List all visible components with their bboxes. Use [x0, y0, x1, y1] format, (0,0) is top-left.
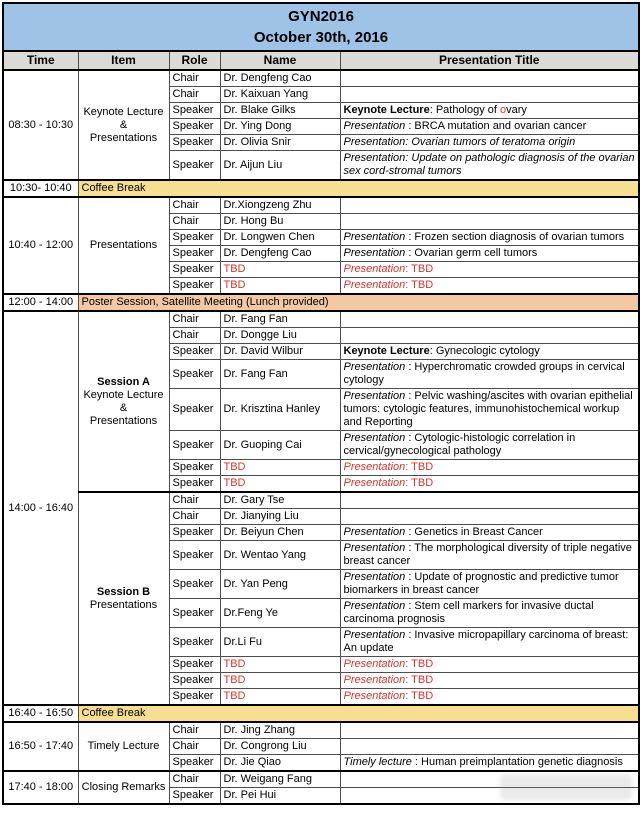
col-header-name: Name	[220, 51, 340, 70]
time-cell: 10:30- 10:40	[3, 180, 78, 197]
name-cell: Dr. Gary Tse	[220, 492, 340, 509]
poster-session-row	[3, 294, 639, 311]
role-cell: Speaker	[169, 525, 220, 541]
name-cell: Dr. Blake Gilks	[220, 103, 340, 119]
name-cell: TBD	[220, 262, 340, 278]
presentation-text: : The morphological diversity of triple negative breast cancer	[343, 542, 632, 567]
title-cell	[340, 278, 639, 295]
name-cell: Dr. Aijun Liu	[220, 151, 340, 181]
title-cell: Presentation: Update on pathologic diagnosis of the ovarian sex cord-stromal tumors	[340, 151, 639, 181]
coffee-break-row	[3, 705, 639, 722]
item-cell	[78, 311, 169, 492]
role-cell: Speaker	[169, 541, 220, 570]
item-line: Presentations	[89, 414, 158, 427]
role-cell: Chair	[169, 311, 220, 328]
role-cell: Chair	[169, 214, 220, 230]
title-cell	[340, 70, 639, 87]
presentation-text: : Ovarian germ cell tumors	[405, 247, 538, 259]
time-cell: 08:30 - 10:30	[3, 70, 78, 180]
break-label: Coffee Break	[78, 180, 639, 197]
presentation-label: Presentation	[343, 674, 406, 686]
title-cell	[340, 214, 639, 230]
role-cell: Speaker	[169, 103, 220, 119]
presentation-text: : TBD	[405, 674, 434, 686]
presentation-text: : Hyperchromatic crowded groups in cervical cytology	[343, 361, 625, 386]
presentation-text: : TBD	[405, 263, 434, 275]
presentation-label: Presentation	[343, 477, 406, 489]
role-cell: Speaker	[169, 119, 220, 135]
title-cell	[340, 389, 639, 431]
title-cell	[340, 246, 639, 262]
role-cell: Speaker	[169, 476, 220, 493]
title-cell	[340, 599, 639, 628]
title-cell	[340, 328, 639, 344]
role-cell: Speaker	[169, 599, 220, 628]
name-cell: Dr. Guoping Cai	[220, 431, 340, 460]
presentation-label: Presentation	[343, 571, 406, 583]
presentation-text: : Genetics in Breast Cancer	[405, 526, 543, 538]
table-row	[3, 722, 639, 739]
presentation-label: Presentation	[343, 263, 406, 275]
name-cell: Dr. Jie Qiao	[220, 755, 340, 772]
name-cell: Dr. Jing Zhang	[220, 722, 340, 739]
col-header-item: Item	[78, 51, 169, 70]
conference-schedule-table	[2, 2, 640, 805]
presentation-text: o	[500, 104, 507, 116]
title-cell	[340, 541, 639, 570]
role-cell: Speaker	[169, 344, 220, 360]
role-cell: Chair	[169, 87, 220, 103]
presentation-label: Presentation	[343, 231, 406, 243]
name-cell: TBD	[220, 657, 340, 673]
role-cell: Chair	[169, 739, 220, 755]
name-cell: Dr. Beiyun Chen	[220, 525, 340, 541]
name-cell: TBD	[220, 476, 340, 493]
title-cell	[340, 230, 639, 246]
presentation-label: Presentation	[343, 120, 406, 132]
item-line: Presentations	[89, 131, 158, 144]
role-cell: Speaker	[169, 230, 220, 246]
presentation-label: Keynote Lecture	[343, 104, 430, 116]
role-cell: Chair	[169, 197, 220, 214]
name-cell: Dr.Feng Ye	[220, 599, 340, 628]
table-row	[3, 197, 639, 214]
presentation-text: : Invasive micropapillary carcinoma of breast: An update	[343, 629, 629, 654]
name-cell: TBD	[220, 673, 340, 689]
presentation-text: : Update of prognostic and predictive tumor biomarkers in breast cancer	[343, 571, 619, 596]
item-cell: Timely Lecture	[78, 722, 169, 771]
presentation-label: Presentation	[343, 432, 406, 444]
presentation-text: : TBD	[405, 477, 434, 489]
name-cell: Dr. David Wilbur	[220, 344, 340, 360]
name-cell: TBD	[220, 689, 340, 706]
time-cell: 10:40 - 12:00	[3, 197, 78, 294]
role-cell: Speaker	[169, 278, 220, 295]
presentation-text: : Human preimplantation genetic diagnosis	[411, 756, 623, 768]
title-cell	[340, 788, 639, 805]
conference-name: GYN2016	[288, 8, 354, 25]
presentation-text: vary	[506, 104, 527, 116]
session-name: Session B	[96, 585, 151, 598]
role-cell: Chair	[169, 509, 220, 525]
title-cell	[340, 460, 639, 476]
item-line: &	[119, 118, 128, 131]
poster-session-label: Poster Session, Satellite Meeting (Lunch provided)	[78, 294, 639, 311]
title-cell	[340, 570, 639, 599]
presentation-text: : Pathology of	[429, 104, 501, 116]
conference-title	[3, 3, 639, 51]
title-cell	[340, 525, 639, 541]
title-cell	[340, 628, 639, 657]
item-cell	[78, 492, 169, 705]
item-line: &	[119, 401, 128, 414]
role-cell: Chair	[169, 70, 220, 87]
title-cell	[340, 509, 639, 525]
col-header-role: Role	[169, 51, 220, 70]
title-cell	[340, 657, 639, 673]
title-cell	[340, 771, 639, 788]
title-cell	[340, 739, 639, 755]
name-cell: Dr. Wentao Yang	[220, 541, 340, 570]
item-cell	[78, 70, 169, 180]
name-cell: Dr. Jianying Liu	[220, 509, 340, 525]
role-cell: Speaker	[169, 755, 220, 772]
presentation-label: Keynote Lecture	[343, 345, 430, 357]
title-cell	[340, 431, 639, 460]
title-cell: Presentation: Ovarian tumors of teratoma origin	[340, 135, 639, 151]
presentation-text: : BRCA mutation and ovarian cancer	[405, 120, 587, 132]
coffee-break-row	[3, 180, 639, 197]
item-line: Presentations	[89, 598, 158, 611]
time-cell: 16:40 - 16:50	[3, 705, 78, 722]
role-cell: Speaker	[169, 570, 220, 599]
role-cell: Chair	[169, 328, 220, 344]
title-row	[3, 3, 639, 51]
name-cell: Dr. Ying Dong	[220, 119, 340, 135]
name-cell: Dr. Pei Hui	[220, 788, 340, 805]
presentation-text: : Pelvic washing/ascites with ovarian epithelial tumors: cytologic features, immunohistochemical workup and Reporting	[343, 390, 633, 428]
title-cell	[340, 197, 639, 214]
name-cell: Dr. Congrong Liu	[220, 739, 340, 755]
name-cell: Dr. Krisztina Hanley	[220, 389, 340, 431]
presentation-label: Presentation	[343, 390, 406, 402]
title-cell	[340, 87, 639, 103]
presentation-label: Presentation	[343, 600, 406, 612]
name-cell: Dr.Xiongzeng Zhu	[220, 197, 340, 214]
presentation-label: Presentation	[343, 658, 406, 670]
role-cell: Speaker	[169, 628, 220, 657]
item-line: Keynote Lecture	[83, 105, 164, 118]
name-cell: Dr. Kaixuan Yang	[220, 87, 340, 103]
presentation-text: : TBD	[405, 690, 434, 702]
title-cell	[340, 755, 639, 772]
session-name: Session A	[97, 375, 150, 388]
title-cell	[340, 103, 639, 119]
title-cell	[340, 360, 639, 389]
item-cell: Presentations	[78, 197, 169, 294]
name-cell: Dr. Fang Fan	[220, 311, 340, 328]
presentation-label: Presentation	[343, 542, 406, 554]
name-cell: Dr. Yan Peng	[220, 570, 340, 599]
role-cell: Speaker	[169, 389, 220, 431]
break-label: Coffee Break	[78, 705, 639, 722]
item-line: Keynote Lecture	[83, 388, 164, 401]
presentation-text: : TBD	[405, 279, 434, 291]
title-cell	[340, 262, 639, 278]
title-cell	[340, 673, 639, 689]
name-cell: Dr. Weigang Fang	[220, 771, 340, 788]
time-cell: 17:40 - 18:00	[3, 771, 78, 804]
name-cell: TBD	[220, 460, 340, 476]
presentation-label: Timely lecture	[343, 756, 412, 768]
presentation-label: Presentation	[343, 526, 406, 538]
role-cell: Speaker	[169, 246, 220, 262]
role-cell: Speaker	[169, 657, 220, 673]
title-cell	[340, 492, 639, 509]
title-cell	[340, 476, 639, 493]
presentation-label: Presentation	[343, 279, 406, 291]
presentation-label: Presentation	[343, 629, 406, 641]
role-cell: Chair	[169, 722, 220, 739]
presentation-label: Presentation	[343, 690, 406, 702]
name-cell: TBD	[220, 278, 340, 295]
title-cell	[340, 344, 639, 360]
role-cell: Speaker	[169, 788, 220, 805]
presentation-text: : Gynecologic cytology	[429, 345, 540, 357]
presentation-text: : TBD	[405, 658, 434, 670]
name-cell: Dr. Hong Bu	[220, 214, 340, 230]
col-header-time: Time	[3, 51, 78, 70]
role-cell: Speaker	[169, 689, 220, 706]
conference-date: October 30th, 2016	[253, 29, 389, 46]
role-cell: Speaker	[169, 460, 220, 476]
presentation-text: : Frozen section diagnosis of ovarian tumors	[405, 231, 625, 243]
column-header-row	[3, 51, 639, 70]
presentation-text: : Cytologic-histologic correlation in cervical/gynecological pathology	[343, 432, 576, 457]
name-cell: Dr. Dongge Liu	[220, 328, 340, 344]
item-cell: Closing Remarks	[78, 771, 169, 804]
table-row	[3, 771, 639, 788]
presentation-text: : TBD	[405, 461, 434, 473]
title-cell	[340, 722, 639, 739]
time-cell: 16:50 - 17:40	[3, 722, 78, 771]
role-cell: Speaker	[169, 135, 220, 151]
title-cell	[340, 119, 639, 135]
table-row	[3, 311, 639, 328]
presentation-label: Presentation	[343, 247, 406, 259]
presentation-label: Presentation	[343, 361, 406, 373]
col-header-presentation-title: Presentation Title	[340, 51, 639, 70]
role-cell: Speaker	[169, 673, 220, 689]
role-cell: Speaker	[169, 360, 220, 389]
name-cell: Dr. Longwen Chen	[220, 230, 340, 246]
name-cell: Dr. Olivia Snir	[220, 135, 340, 151]
role-cell: Chair	[169, 492, 220, 509]
title-cell	[340, 689, 639, 706]
role-cell: Speaker	[169, 262, 220, 278]
presentation-text: : Stem cell markers for invasive ductal carcinoma prognosis	[343, 600, 594, 625]
time-cell: 14:00 - 16:40	[3, 311, 78, 705]
presentation-label: Presentation	[343, 461, 406, 473]
role-cell: Speaker	[169, 431, 220, 460]
table-row	[3, 70, 639, 87]
role-cell: Chair	[169, 771, 220, 788]
name-cell: Dr. Fang Fan	[220, 360, 340, 389]
table-row	[3, 492, 639, 509]
name-cell: Dr.Li Fu	[220, 628, 340, 657]
name-cell: Dr. Dengfeng Cao	[220, 246, 340, 262]
title-cell	[340, 311, 639, 328]
name-cell: Dr. Dengfeng Cao	[220, 70, 340, 87]
time-cell: 12:00 - 14:00	[3, 294, 78, 311]
role-cell: Speaker	[169, 151, 220, 181]
